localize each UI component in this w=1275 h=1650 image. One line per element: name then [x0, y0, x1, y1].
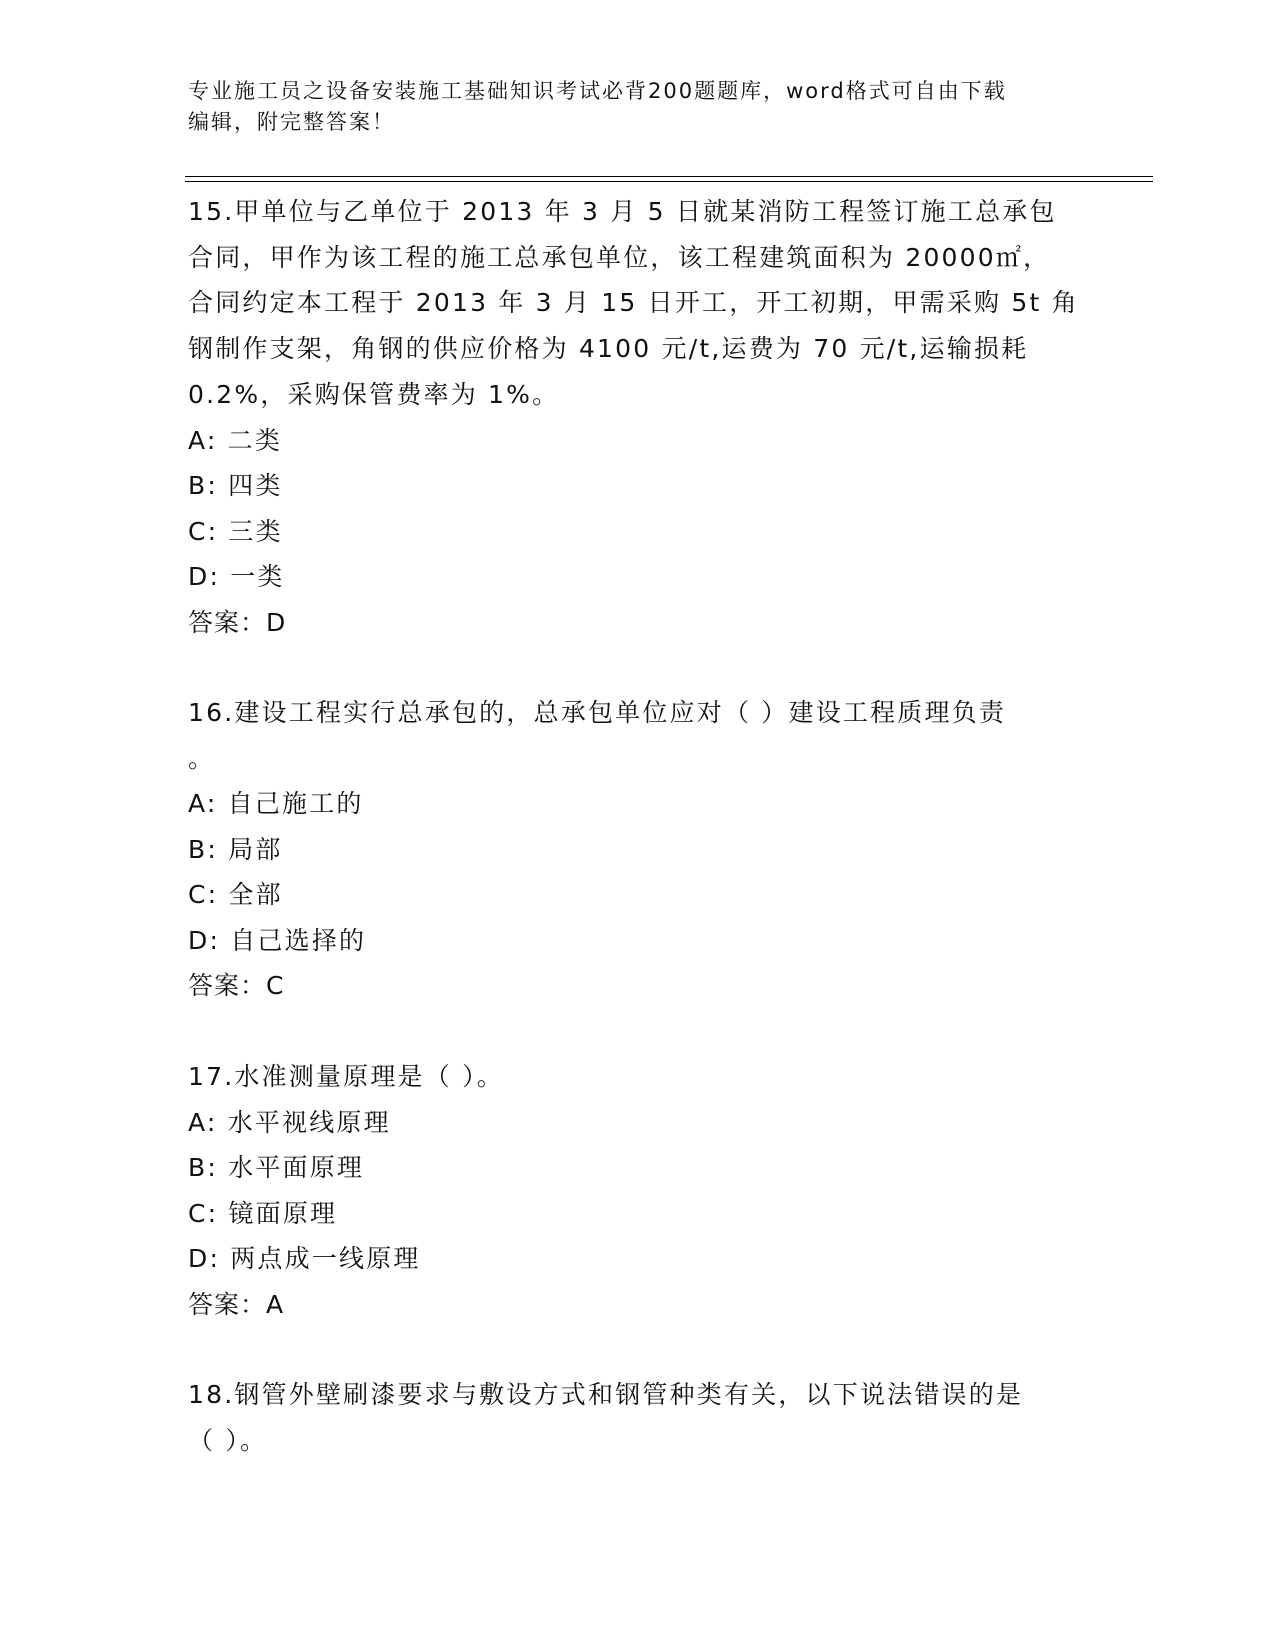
- question-text-line: 合同约定本工程于 2013 年 3 月 15 日开工，开工初期，甲需采购 5t 角: [188, 288, 1079, 318]
- question-text-line: （ ）。: [188, 1425, 268, 1455]
- spacer: [188, 1009, 1088, 1054]
- option-a: A: 自己施工的: [188, 789, 364, 819]
- answer: 答案：C: [188, 971, 285, 1001]
- question-text-line: 0.2%，采购保管费率为 1%。: [188, 379, 560, 409]
- question-16: [188, 690, 1088, 1009]
- option-c: C: 三类: [188, 516, 283, 546]
- header-line-1: 专业施工员之设备安装施工基础知识考试必背200题题库，word格式可自由下载: [188, 79, 1007, 103]
- question-list: [188, 189, 1088, 1464]
- question-18: [188, 1372, 1088, 1463]
- option-d: D: 自己选择的: [188, 925, 367, 955]
- question-text-line: 16.建设工程实行总承包的，总承包单位应对（ ）建设工程质理负责: [188, 698, 1007, 728]
- option-b: B: 四类: [188, 471, 283, 501]
- option-d: D: 一类: [188, 562, 285, 592]
- spacer: [188, 1327, 1088, 1372]
- question-text-line: 合同，甲作为该工程的施工总承包单位，该工程建筑面积为 20000㎡，: [188, 242, 1051, 272]
- question-17: [188, 1054, 1088, 1327]
- document-header: [188, 76, 1068, 138]
- option-d: D: 两点成一线原理: [188, 1244, 421, 1274]
- header-rule-bottom: [185, 181, 1153, 182]
- option-c: C: 镜面原理: [188, 1198, 338, 1228]
- answer: 答案：D: [188, 607, 287, 637]
- question-text-line: 15.甲单位与乙单位于 2013 年 3 月 5 日就某消防工程签订施工总承包: [188, 197, 1057, 226]
- question-text-line: 钢制作支架，角钢的供应价格为 4100 元/t,运费为 70 元/t,运输损耗: [188, 334, 1029, 364]
- option-b: B: 水平面原理: [188, 1153, 365, 1183]
- answer: 答案：A: [188, 1289, 285, 1319]
- option-b: B: 局部: [188, 834, 283, 864]
- option-c: C: 全部: [188, 880, 283, 910]
- spacer: [188, 645, 1088, 690]
- question-15: [188, 189, 1088, 645]
- question-text-line: 。: [188, 743, 216, 773]
- option-a: A: 二类: [188, 425, 283, 455]
- option-a: A: 水平视线原理: [188, 1107, 391, 1137]
- header-rule-top: [185, 176, 1153, 177]
- question-text-line: 17.水准测量原理是（ ）。: [188, 1061, 505, 1091]
- question-text-line: 18.钢管外壁刷漆要求与敷设方式和钢管种类有关，以下说法错误的是: [188, 1380, 1024, 1410]
- header-line-2: 编辑，附完整答案！: [188, 110, 395, 134]
